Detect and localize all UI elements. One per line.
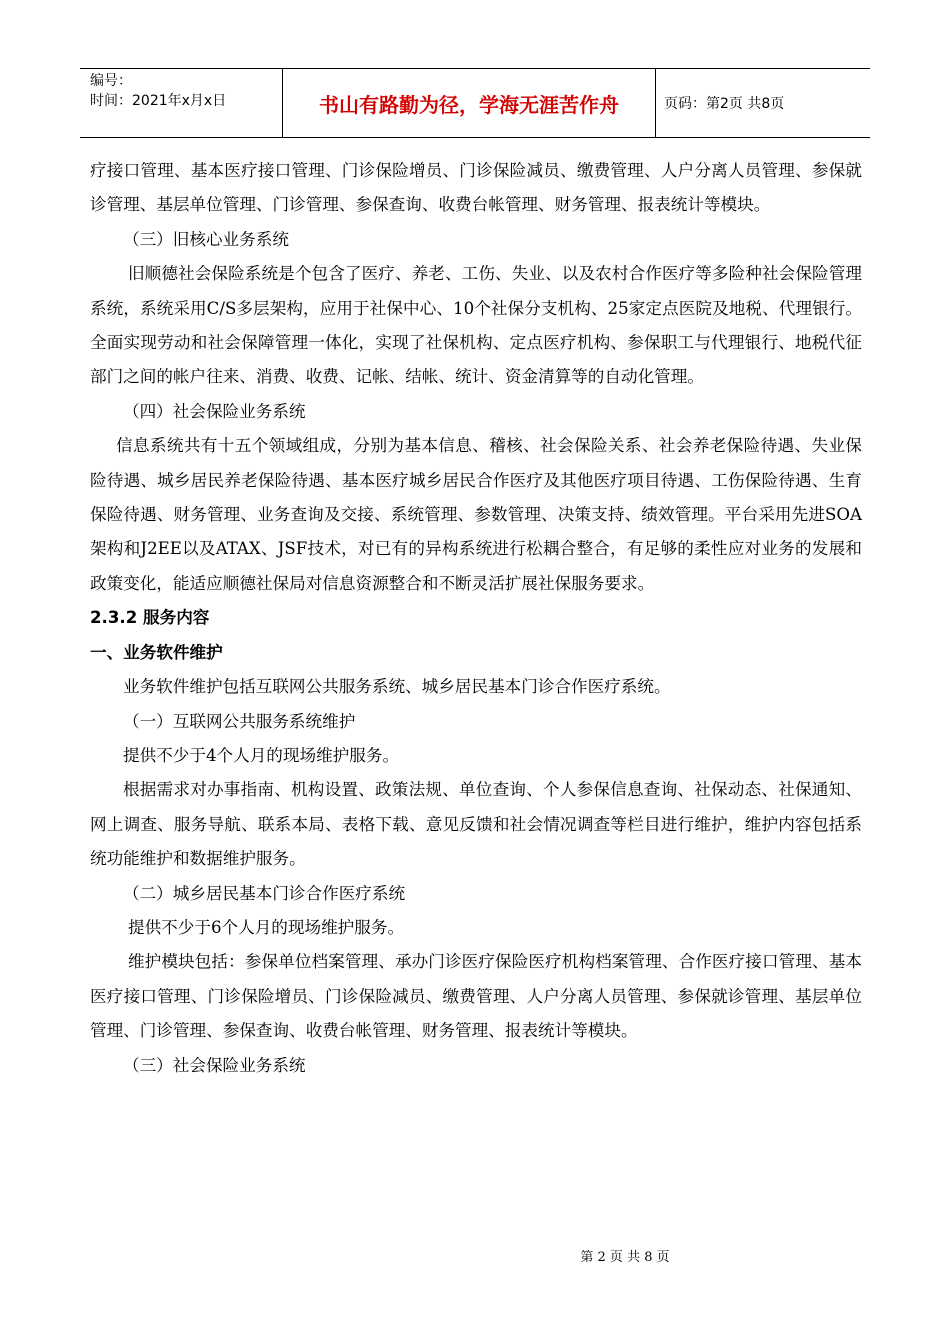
paragraph: 根据需求对办事指南、机构设置、政策法规、单位查询、个人参保信息查询、社保动态、社保通知、网上调查、服务导航、联系本局、表格下载、意见反馈和社会情况调查等栏目进行维护，维护内容包括系统功能维护和数据维护服务。 xyxy=(90,780,862,869)
section-heading: 一、业务软件维护 xyxy=(90,642,223,662)
document-date: 时间：2021年x月x日 xyxy=(90,93,227,109)
document-number: 编号： xyxy=(90,73,132,89)
paragraph: 业务软件维护包括互联网公共服务系统、城乡居民基本门诊合作医疗系统。 xyxy=(123,677,671,697)
header-page-info: 页码：第2页 共8页 xyxy=(664,96,785,112)
subsection-heading: （三）旧核心业务系统 xyxy=(123,229,289,249)
paragraph: 疗接口管理、基本医疗接口管理、门诊保险增员、门诊保险减员、缴费管理、人户分离人员管理、参保就诊管理、基层单位管理、门诊管理、参保查询、收费台帐管理、财务管理、报表统计等模块。 xyxy=(90,161,862,215)
paragraph: 提供不少于4个人月的现场维护服务。 xyxy=(123,745,400,765)
page-footer: 第 2 页 共 8 页 xyxy=(580,1250,670,1265)
paragraph: 旧顺德社会保险系统是个包含了医疗、养老、工伤、失业、以及农村合作医疗等多险种社会保险管理系统，系统采用C/S多层架构，应用于社保中心、10个社保分支机构、25家定点医院及地税、代理银行。全面实现劳动和社会保障管理一体化，实现了社保机构、定点医疗机构、参保职工与代理银行、地税代征部门之间的帐户往来、消费、收费、记帐、结帐、统计、资金清算等的自动化管理。 xyxy=(90,264,862,387)
header-table xyxy=(80,68,870,138)
document-body xyxy=(90,154,862,1083)
subsection-heading: （四）社会保险业务系统 xyxy=(123,401,306,421)
subsection-heading: （一）互联网公共服务系统维护 xyxy=(123,711,356,731)
paragraph: 信息系统共有十五个领域组成，分别为基本信息、稽核、社会保险关系、社会养老保险待遇、失业保险待遇、城乡居民养老保险待遇、基本医疗城乡居民合作医疗及其他医疗项目待遇、工伤保险待遇、生育保险待遇、财务管理、业务查询及交接、系统管理、参数管理、决策支持、绩效管理。平台采用先进SOA架构和J2EE以及ATAX、JSF技术，对已有的异构系统进行松耦合整合，有足够的柔性应对业务的发展和政策变化，能适应顺德社保局对信息资源整合和不断灵活扩展社保服务要求。 xyxy=(90,436,862,593)
subsection-heading: （三）社会保险业务系统 xyxy=(123,1055,306,1075)
section-heading: 2.3.2 服务内容 xyxy=(90,608,210,628)
subsection-heading: （二）城乡居民基本门诊合作医疗系统 xyxy=(123,883,406,903)
paragraph: 维护模块包括：参保单位档案管理、承办门诊医疗保险医疗机构档案管理、合作医疗接口管理、基本医疗接口管理、门诊保险增员、门诊保险减员、缴费管理、人户分离人员管理、参保就诊管理、基层单位管理、门诊管理、参保查询、收费台帐管理、财务管理、报表统计等模块。 xyxy=(90,952,862,1041)
header-meta xyxy=(80,69,282,137)
paragraph: 提供不少于6个人月的现场维护服务。 xyxy=(128,917,405,937)
header-motto: 书山有路勤为径，学海无涯苦作舟 xyxy=(282,69,656,137)
